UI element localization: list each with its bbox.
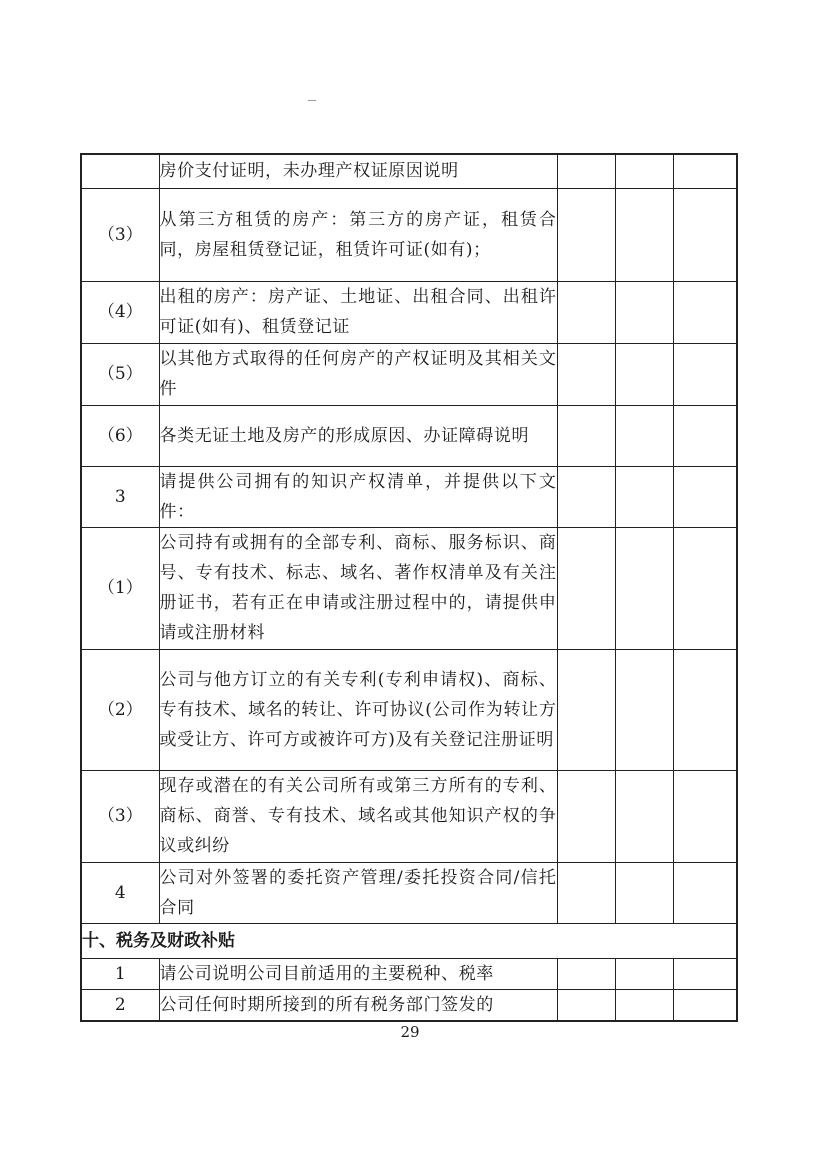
check-cell xyxy=(615,527,673,649)
item-number: （2） xyxy=(81,649,159,770)
item-number: 3 xyxy=(81,466,159,527)
check-cell xyxy=(615,281,673,343)
item-number: 1 xyxy=(81,958,159,989)
check-cell xyxy=(557,405,615,466)
item-number xyxy=(81,154,159,188)
check-cell xyxy=(557,188,615,281)
item-description: 现存或潜在的有关公司所有或第三方所有的专利、商标、商誉、专有技术、域名或其他知识产权的争议或纠纷 xyxy=(159,770,557,862)
item-description: 公司任何时期所接到的所有税务部门签发的 xyxy=(159,989,557,1021)
check-cell xyxy=(615,862,673,923)
table-row xyxy=(81,770,737,862)
check-cell xyxy=(557,281,615,343)
check-cell xyxy=(673,770,737,862)
item-number: 2 xyxy=(81,989,159,1021)
item-number: （1） xyxy=(81,527,159,649)
check-cell xyxy=(673,405,737,466)
check-cell xyxy=(557,466,615,527)
check-cell xyxy=(673,466,737,527)
item-description: 房价支付证明，未办理产权证原因说明 xyxy=(159,154,557,188)
item-number: （3） xyxy=(81,188,159,281)
table-row xyxy=(81,281,737,343)
check-cell xyxy=(557,343,615,405)
item-description: 公司与他方订立的有关专利(专利申请权)、商标、专有技术、域名的转让、许可协议(公司作为转让方或受让方、许可方或被许可方)及有关登记注册证明 xyxy=(159,649,557,770)
table-row xyxy=(81,527,737,649)
check-cell xyxy=(673,281,737,343)
item-description: 从第三方租赁的房产：第三方的房产证，租赁合同，房屋租赁登记证，租赁许可证(如有)； xyxy=(159,188,557,281)
check-cell xyxy=(615,466,673,527)
item-description: 各类无证土地及房产的形成原因、办证障碍说明 xyxy=(159,405,557,466)
check-cell xyxy=(673,958,737,989)
check-cell xyxy=(557,958,615,989)
check-cell xyxy=(615,154,673,188)
check-cell xyxy=(615,958,673,989)
check-cell xyxy=(673,649,737,770)
item-number: （5） xyxy=(81,343,159,405)
check-cell xyxy=(615,989,673,1021)
due-diligence-checklist-table xyxy=(80,153,738,1022)
table-row xyxy=(81,466,737,527)
check-cell xyxy=(673,989,737,1021)
table-row xyxy=(81,649,737,770)
table-row xyxy=(81,188,737,281)
check-cell xyxy=(615,188,673,281)
check-cell xyxy=(615,649,673,770)
check-cell xyxy=(557,527,615,649)
check-cell xyxy=(673,154,737,188)
table-row xyxy=(81,343,737,405)
check-cell xyxy=(615,770,673,862)
check-cell xyxy=(557,649,615,770)
table-row xyxy=(81,989,737,1021)
item-number: （4） xyxy=(81,281,159,343)
item-number: 4 xyxy=(81,862,159,923)
item-description: 公司对外签署的委托资产管理/委托投资合同/信托合同 xyxy=(159,862,557,923)
page-number: 29 xyxy=(400,1023,420,1041)
item-description: 公司持有或拥有的全部专利、商标、服务标识、商号、专有技术、标志、域名、著作权清单及有关注册证书，若有正在申请或注册过程中的，请提供申请或注册材料 xyxy=(159,527,557,649)
table-row xyxy=(81,154,737,188)
table-row xyxy=(81,958,737,989)
check-cell xyxy=(673,343,737,405)
scan-mark xyxy=(308,100,316,101)
item-number: （6） xyxy=(81,405,159,466)
check-cell xyxy=(557,770,615,862)
table-row xyxy=(81,862,737,923)
check-cell xyxy=(673,527,737,649)
item-description: 出租的房产：房产证、土地证、出租合同、出租许可证(如有)、租赁登记证 xyxy=(159,281,557,343)
check-cell xyxy=(557,989,615,1021)
section-row xyxy=(81,923,737,958)
table-row xyxy=(81,405,737,466)
check-cell xyxy=(557,154,615,188)
item-description: 以其他方式取得的任何房产的产权证明及其相关文件 xyxy=(159,343,557,405)
item-number: （3） xyxy=(81,770,159,862)
item-description: 请提供公司拥有的知识产权清单，并提供以下文件： xyxy=(159,466,557,527)
check-cell xyxy=(615,405,673,466)
item-description: 请公司说明公司目前适用的主要税种、税率 xyxy=(159,958,557,989)
check-cell xyxy=(615,343,673,405)
check-cell xyxy=(557,862,615,923)
check-cell xyxy=(673,862,737,923)
section-heading: 十、税务及财政补贴 xyxy=(81,923,737,958)
check-cell xyxy=(673,188,737,281)
